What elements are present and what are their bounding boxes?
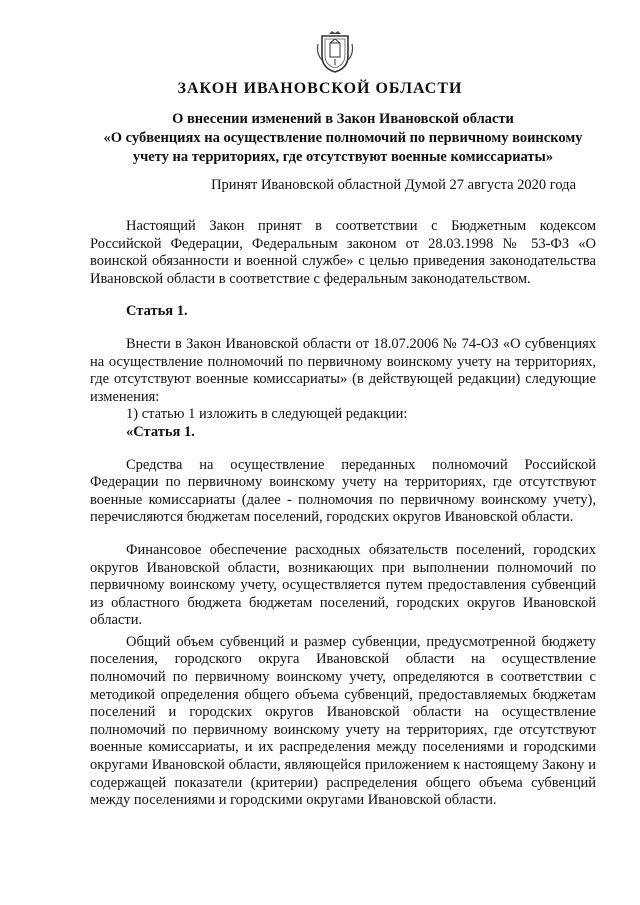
- paragraph-1: Средства на осуществление переданных полномочий Российской Федерации по первичному воинскому учету на территориях, где отсутствуют военные комиссариаты (далее - полномочия по первичному воинскому учету), перечисляются бюджетам поселений, городских округов Ивановской области.: [90, 456, 596, 526]
- adoption-line: Принят Ивановской областной Думой 27 августа 2020 года: [211, 177, 576, 193]
- preamble-paragraph: Настоящий Закон принят в соответствии с Бюджетным кодексом Российской Федерации, Федеральным законом от 28.03.1998 № 53-ФЗ «О воинской обязанности и военной службе» с целью приведения законодательства Ивановской области в соответствие с федеральным законодательством.: [90, 218, 596, 287]
- paragraph-2: Финансовое обеспечение расходных обязательств поселений, городских округов Ивановской области, возникающих при выполнении полномочий по первичному воинскому учету, осуществляется путем предоставления субвенций из областного бюджета бюджетам поселений, городских округов Ивановской области.: [90, 541, 596, 629]
- law-subtitle: [90, 110, 596, 167]
- subtitle-line-1: О внесении изменений в Закон Ивановской области: [172, 111, 514, 127]
- paragraph-3: Общий объем субвенций и размер субвенции, предусмотренной бюджету поселения, городского округа Ивановской области на осуществление полномочий по первичному воинскому учету, определяются в соответствии с методикой определения общего объема субвенций, предоставляемых бюджетам поселений и городских округов Ивановской области на осуществление полномочий по первичному воинскому учету на территориях, где отсутствуют военные комиссариаты, и их распределения между поселениями и городскими округами Ивановской области, являющейся приложением к настоящему Закону и содержащей показатели (критерии) распределения общего объема субвенций между поселениями и городскими округами Ивановской области.: [90, 633, 596, 809]
- subtitle-line-2: «О субвенциях на осуществление полномочий по первичному воинскому учету на территориях, где отсутствуют военные комиссариаты»: [103, 130, 583, 165]
- coat-of-arms-icon: [316, 30, 354, 74]
- quoted-article-heading: «Статья 1.: [126, 423, 195, 440]
- item-1: 1) статью 1 изложить в следующей редакции:: [126, 406, 408, 423]
- article-1-intro: Внести в Закон Ивановской области от 18.07.2006 № 74-ОЗ «О субвенциях на осуществление полномочий по первичному воинскому учету на территориях, где отсутствуют военные комиссариаты» (в действующей редакции) следующие изменения:: [90, 335, 596, 405]
- law-title: ЗАКОН ИВАНОВСКОЙ ОБЛАСТИ: [177, 80, 463, 97]
- law-body: [90, 203, 596, 810]
- article-1-heading: Статья 1.: [126, 303, 188, 320]
